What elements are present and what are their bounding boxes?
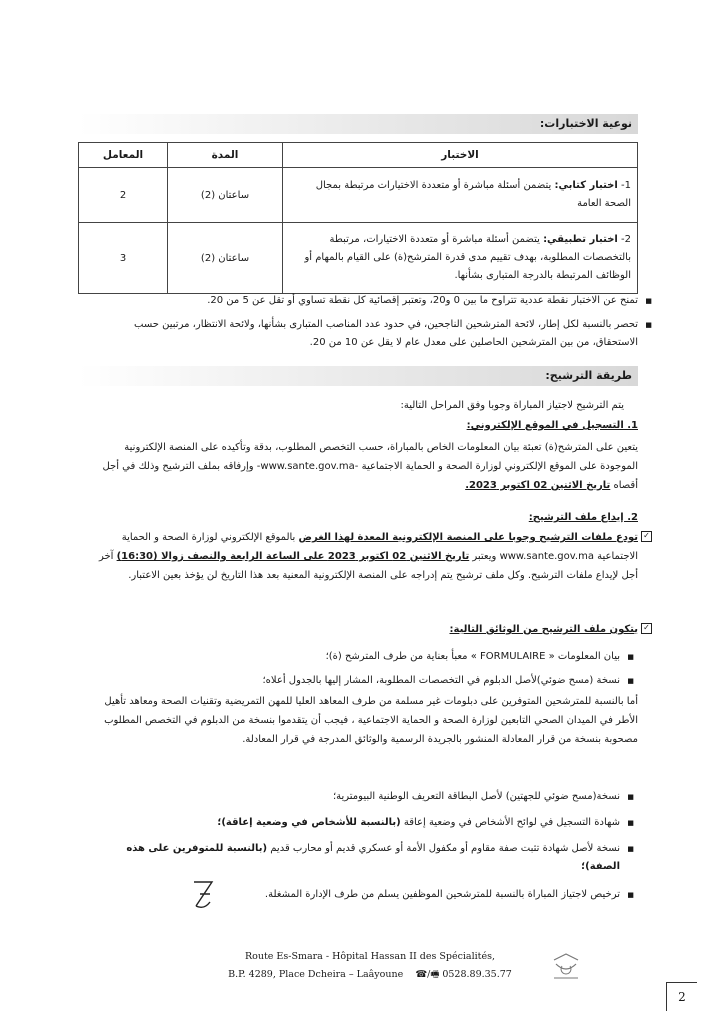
diploma-equivalence-note: أما بالنسبة للمترشحين المتوفرين على دبلومات غير مسلمة من طرف المعاهد العليا للمهن التمريضية وتقنيات الصحة ومعاهد تأهيل الأطر في الميدان الصحي التابعين لوزارة الصحة و الحماية الاجتماعية ، فيجب أن يتقدموا بنسخة من الدبلوم في التخصص المطلوب مصحوبة بنسخة من قرار المعادلة المنشور بالجريدة الرسمية والوثائق المدرجة في قرار المعادلة. <box>104 696 638 745</box>
initials-signature <box>190 876 218 912</box>
footer <box>220 948 520 984</box>
duration-cell: ساعتان (2) <box>168 223 283 294</box>
duration-cell: ساعتان (2) <box>168 168 283 223</box>
coefficient-cell: 2 <box>79 168 168 223</box>
doc-veteran-condition: (بالنسبة للمتوفرين على هذه الصفة)؛ <box>126 843 620 872</box>
test-cell <box>283 168 638 223</box>
hospital-logo-icon <box>548 950 584 986</box>
note-score: ■ تمنح عن الاختبار نقطة عددية تتراوح ما بين 0 و20، وتعتبر إقصائية كل نقطة تساوي أو تقل عن 5 من 20. <box>98 292 638 310</box>
header-coefficient: المعامل <box>79 143 168 168</box>
row-description: يتضمن أسئلة مباشرة أو متعددة الاختيارات مرتبطة بمجال الصحة العامة <box>315 180 631 209</box>
checkbox-icon: ✓ <box>641 623 652 634</box>
step1-deadline: تاريخ الاثنين 02 اكتوبر 2023. <box>465 480 611 491</box>
row-index: 1- <box>621 180 631 191</box>
step2-site: بالموقع الإلكتروني لوزارة الصحة و الحماية الاجتماعية www.sante.gov.ma ويعتبر <box>121 532 638 562</box>
doc-veteran-text: نسخة لأصل شهادة تثبت صفة مقاوم أو مكفول الأمة أو عسكري قديم أو محارب قديم <box>267 843 620 854</box>
step1-text: يتعين على المترشح(ة) تعبئة بيان المعلومات الخاص بالمباراة، حسب التخصص المطلوب، بدقة وتأكيده على المنصة الإلكترونية الموجودة على الموقع الإلكتروني لوزارة الصحة و الحماية الاجتماعية -www.sante.gov.ma- وإرفاقه بملف الترشيح وذلك في أجل أقصاه <box>102 442 638 491</box>
table-row <box>79 223 638 294</box>
doc-veteran <box>90 840 620 876</box>
step2-title: 2. إيداع ملف الترشيح: <box>528 512 638 523</box>
step2-note: آخر أجل لإيداع ملفات الترشيح. وكل ملف ترشيح يتم إدراجه على المنصة الإلكترونية المعنية بعد هذا التاريخ لن يؤخذ بعين الاعتبار. <box>98 551 638 581</box>
table-row <box>79 168 638 223</box>
row-description: يتضمن أسئلة مباشرة أو متعددة الاختيارات، مرتبطة بالتخصصات المطلوبة، بهدف تقييم مدى قدرة المترشح(ة) على القيام بالمهام أو الوظائف المرتبطة بالدرجة المتبارى بشأنها. <box>304 234 631 281</box>
row-title: اختبار كتابي: <box>554 180 618 191</box>
test-cell <box>283 223 638 294</box>
note-ranking: ■ تحصر بالنسبة لكل إطار، لائحة المترشحين الناجحين، في حدود عدد المناصب المتبارى بشأنها، ولائحة الانتظار، مرتبين حسب الاستحقاق، من بين المترشحين الحاصلين على معدل عام لا يقل عن 10 من 20. <box>98 316 638 352</box>
doc-employer-authorization: ■ ترخيص لاجتياز المباراة بالنسبة للمترشحين الموظفين يسلم من طرف الإدارة المشغلة. <box>100 886 620 904</box>
doc-form: ■ بيان المعلومات « FORMULAIRE » معبأ بعناية من طرف المترشح (ة)؛ <box>100 648 620 666</box>
tests-heading: نوعية الاختبارات: <box>78 114 638 134</box>
docs-title-text: يتكون ملف الترشيح من الوثائق التالية: <box>449 624 638 635</box>
checkbox-icon: ✓ <box>641 531 652 542</box>
doc-id-card: ■ نسخة(مسح ضوئي للجهتين) لأصل البطاقة التعريف الوطنية البيومترية؛ <box>100 788 620 806</box>
footer-phone: ☎/🖷 0528.89.35.77 <box>415 969 512 980</box>
step1-paragraph <box>86 438 638 495</box>
step2-paragraph <box>92 528 650 585</box>
footer-address: Route Es-Smara - Hôpital Hassan II des Spécialités, <box>244 951 496 962</box>
doc-diploma: ■ نسخة (مسح ضوئي)لأصل الدبلوم في التخصصات المطلوبة، المشار إليها بالجدول أعلاه؛ <box>100 672 620 690</box>
candidacy-intro: يتم الترشيح لاجتياز المباراة وجوبا وفق المراحل التالية: <box>400 400 624 411</box>
header-duration: المدة <box>168 143 283 168</box>
table-header-row <box>79 143 638 168</box>
step2-platform: تودع ملفات الترشيح وجوبا على المنصة الإلكترونية المعدة لهذا الغرض <box>298 532 638 543</box>
footer-po-box: B.P. 4289, Place Dcheira – Laâyoune <box>228 969 404 980</box>
doc-disability-condition: (بالنسبة للأشخاص في وضعية إعاقة)؛ <box>217 817 401 828</box>
page-number: 2 <box>666 982 697 1011</box>
footer-contact <box>220 966 520 984</box>
doc-disability-text: شهادة التسجيل في لوائح الأشخاص في وضعية إعاقة <box>400 817 620 828</box>
header-test: الاختبار <box>283 143 638 168</box>
step1-title: 1. التسجيل في الموقع الإلكتروني: <box>466 420 638 431</box>
row-index: 2- <box>621 234 631 245</box>
docs-title <box>92 620 650 639</box>
step2-deadline: تاريخ الاثنين 02 اكتوبر 2023 على الساعة الرابعة والنصف زوالا (16:30) <box>116 551 470 562</box>
coefficient-cell: 3 <box>79 223 168 294</box>
row-title: اختبار تطبيقي: <box>543 234 618 245</box>
tests-table <box>78 142 638 294</box>
candidacy-heading: طريقة الترشيح: <box>78 366 638 386</box>
doc-disability <box>100 814 620 832</box>
